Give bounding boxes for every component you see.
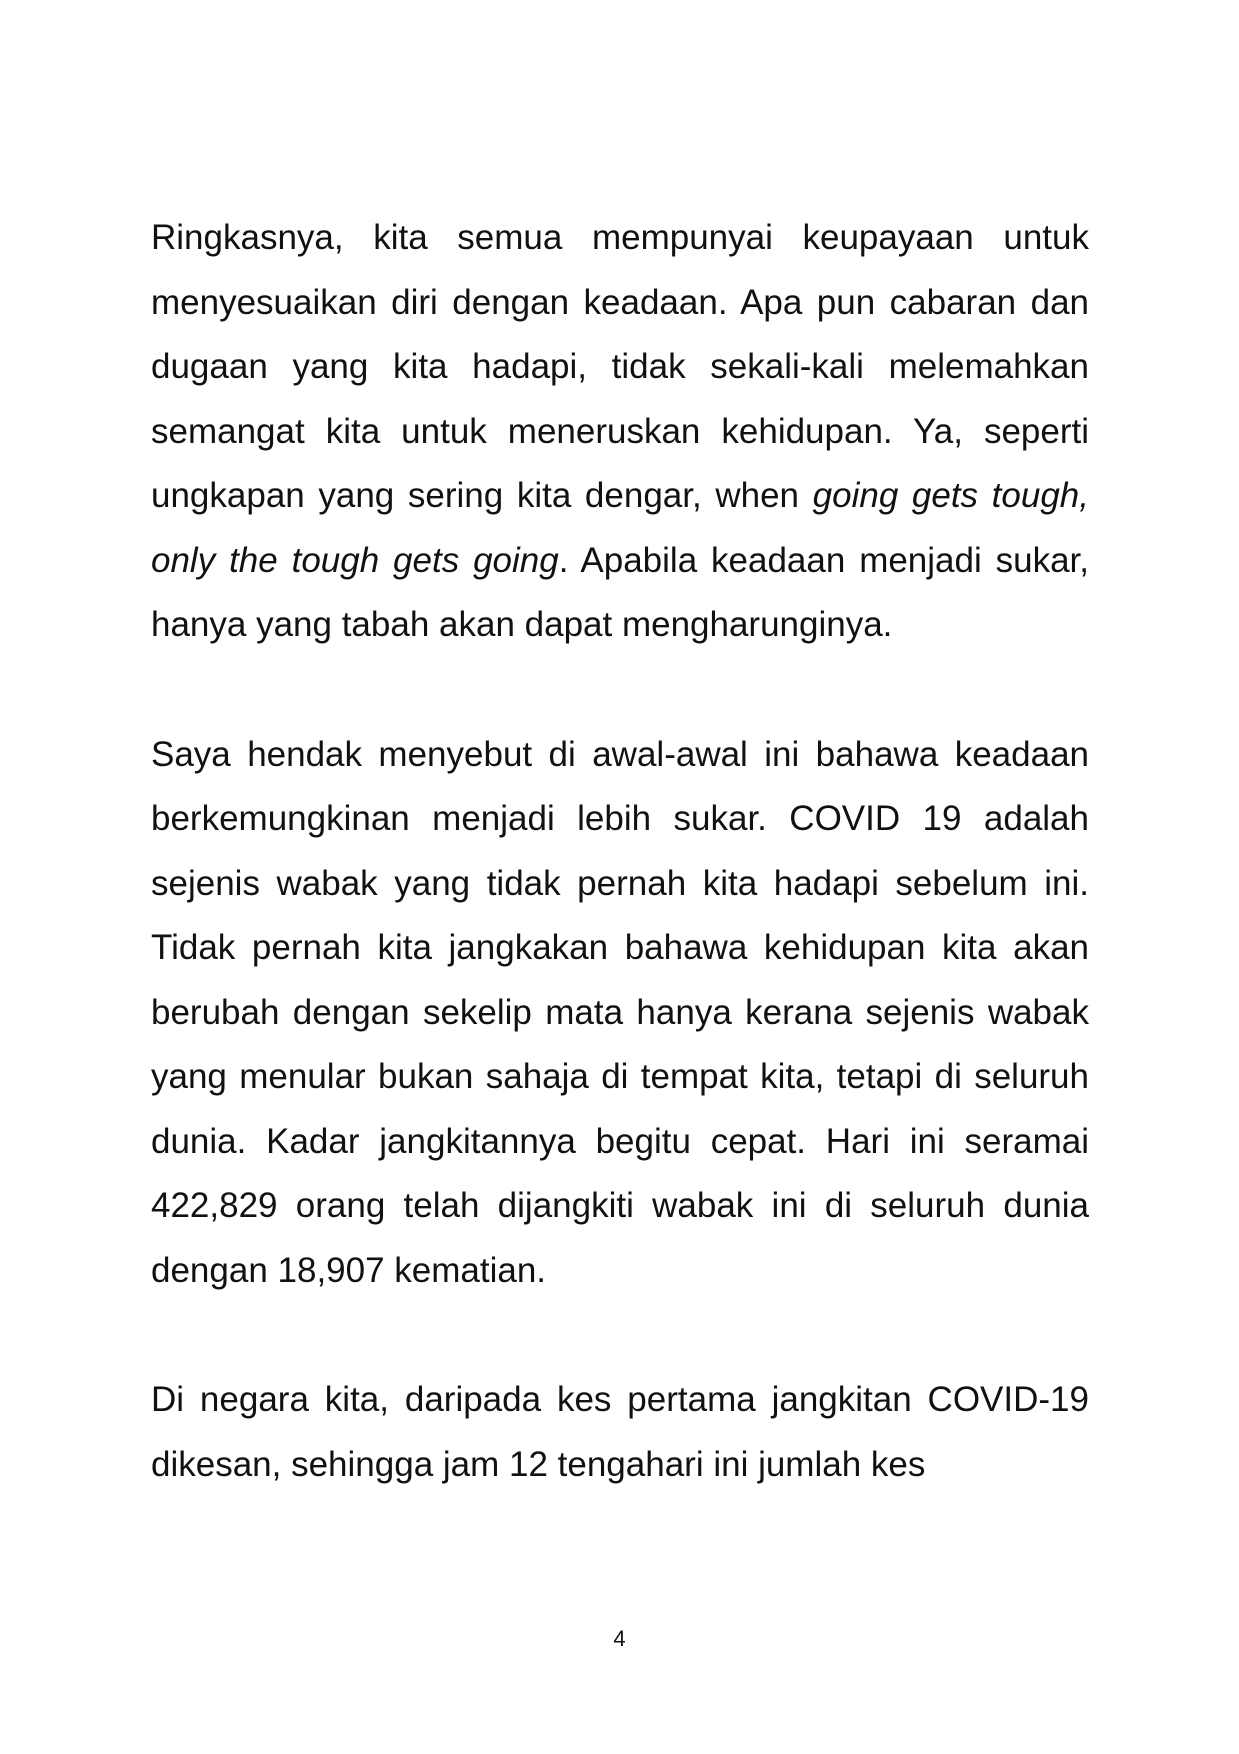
paragraph-1-italic-phrase: going gets tough, only the tough gets going bbox=[151, 476, 1089, 580]
paragraph-2-text: Saya hendak menyebut di awal-awal ini bahawa keadaan berkemungkinan menjadi lebih sukar. COVID 19 adalah sejenis wabak yang tidak pernah kita hadapi sebelum ini. Tidak pernah kita jangkakan bahawa kehidupan kita akan berubah dengan sekelip mata hanya kerana sejenis wabak yang menular bukan sahaja di tempat kita, tetapi di seluruh dunia. Kadar jangkitannya begitu cepat. Hari ini seramai 422,829 orang telah dijangkiti wabak ini di seluruh dunia dengan 18,907 kematian. bbox=[151, 734, 1089, 1290]
page-number: 4 bbox=[613, 1626, 626, 1651]
paragraph-3 bbox=[151, 1368, 1089, 1497]
paragraph-2 bbox=[151, 723, 1089, 1304]
paragraph-1-text-b: . Apabila keadaan menjadi sukar, hanya yang tabah akan dapat mengharunginya. bbox=[151, 540, 1090, 644]
body-text bbox=[151, 206, 1089, 1497]
paragraph-1 bbox=[151, 206, 1089, 658]
paragraph-1-text-a: Ringkasnya, kita semua mempunyai keupayaan untuk menyesuaikan diri dengan keadaan. Apa pun cabaran dan dugaan yang kita hadapi, tidak sekali-kali melemahkan semangat kita untuk meneruskan kehidupan. Ya, seperti ungkapan yang sering kita dengar, when bbox=[151, 218, 1089, 515]
paragraph-3-text: Di negara kita, daripada kes pertama jangkitan COVID-19 dikesan, sehingga jam 12 tengahari ini jumlah kes bbox=[151, 1380, 1089, 1484]
